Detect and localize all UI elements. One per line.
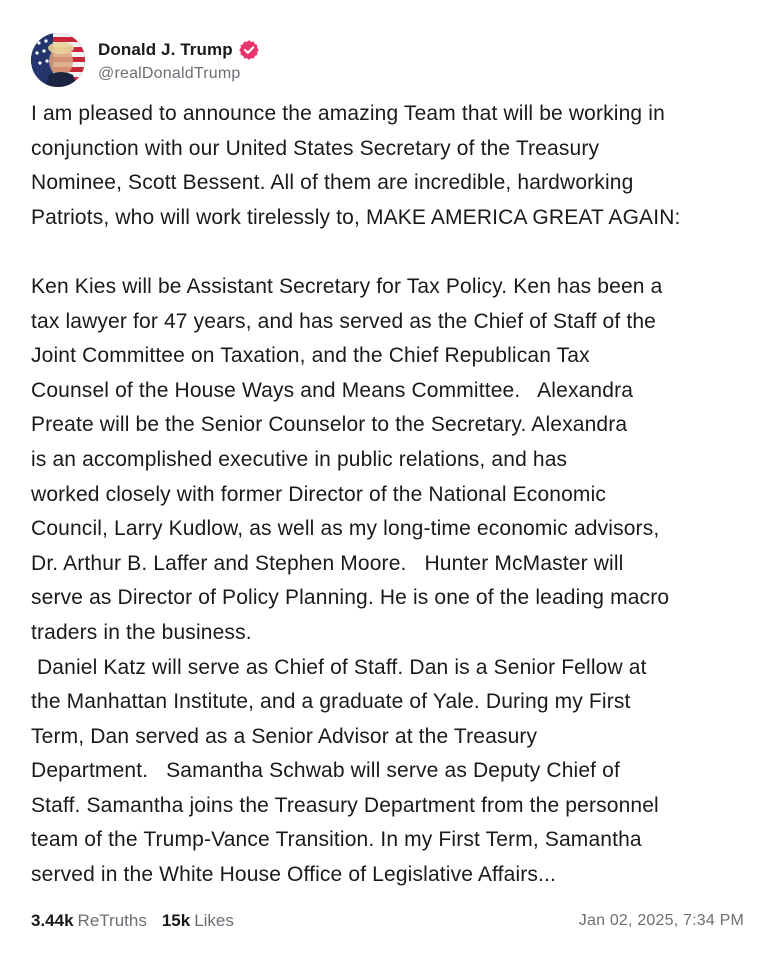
post-body-line: Preate will be the Senior Counselor to the Secretary. Alexandra	[31, 413, 628, 437]
post-body-line: serve as Director of Policy Planning. He is one of the leading macro	[31, 586, 670, 610]
retruths-label: ReTruths	[77, 911, 147, 930]
post-body-line: served in the White House Office of Legislative Affairs...	[31, 863, 557, 887]
post-body-line: Term, Dan served as a Senior Advisor at the Treasury	[31, 724, 538, 748]
post-body-line: Patriots, who will work tirelessly to, MAKE AMERICA GREAT AGAIN:	[31, 205, 681, 229]
post-body-line: worked closely with former Director of the National Economic	[31, 482, 607, 506]
post-body-line: Daniel Katz will serve as Chief of Staff. Dan is a Senior Fellow at	[31, 655, 647, 679]
post-body-line: Dr. Arthur B. Laffer and Stephen Moore. Hunter McMaster will	[31, 551, 624, 575]
post-body-line: is an accomplished executive in public relations, and has	[31, 447, 568, 471]
post-body-line: Ken Kies will be Assistant Secretary for Tax Policy. Ken has been a	[31, 274, 663, 298]
post-body-line: traders in the business.	[31, 620, 252, 644]
post-body-line: Joint Committee on Taxation, and the Chief Republican Tax	[31, 344, 590, 368]
post-footer	[31, 905, 744, 937]
post-body-line: I am pleased to announce the amazing Team that will be working in	[31, 102, 665, 125]
post-body-line: conjunction with our United States Secretary of the Treasury	[31, 136, 600, 160]
verified-badge-icon	[239, 40, 259, 60]
post-stats	[31, 911, 249, 931]
retruths-stat[interactable]	[31, 911, 147, 931]
retruths-count: 3.44k	[31, 911, 74, 930]
post-body	[31, 97, 751, 893]
avatar-image	[31, 33, 85, 87]
post-body-line: the Manhattan Institute, and a graduate of Yale. During my First	[31, 690, 631, 714]
post-timestamp[interactable]: Jan 02, 2025, 7:34 PM	[578, 912, 744, 929]
post-body-line: Department. Samantha Schwab will serve as Deputy Chief of	[31, 759, 620, 783]
likes-stat[interactable]	[162, 911, 234, 931]
post-body-line: Council, Larry Kudlow, as well as my long-time economic advisors,	[31, 517, 660, 541]
avatar[interactable]	[31, 33, 85, 87]
post-body-line: Counsel of the House Ways and Means Committee. Alexandra	[31, 378, 634, 402]
display-name-row	[98, 37, 259, 63]
likes-count: 15k	[161, 911, 191, 930]
likes-label: Likes	[194, 911, 234, 930]
post-body-line: tax lawyer for 47 years, and has served as the Chief of Staff of the	[31, 309, 656, 333]
post-body-line: team of the Trump-Vance Transition. In my First Term, Samantha	[31, 828, 642, 852]
post-body-line: Nominee, Scott Bessent. All of them are incredible, hardworking	[31, 171, 634, 195]
author-handle[interactable]: @realDonaldTrump	[98, 65, 241, 82]
author-names	[98, 37, 259, 83]
display-name[interactable]: Donald J. Trump	[98, 40, 233, 59]
post-header	[31, 32, 259, 88]
post-body-line: Staff. Samantha joins the Treasury Department from the personnel	[31, 793, 659, 817]
post-body-line	[31, 235, 751, 270]
